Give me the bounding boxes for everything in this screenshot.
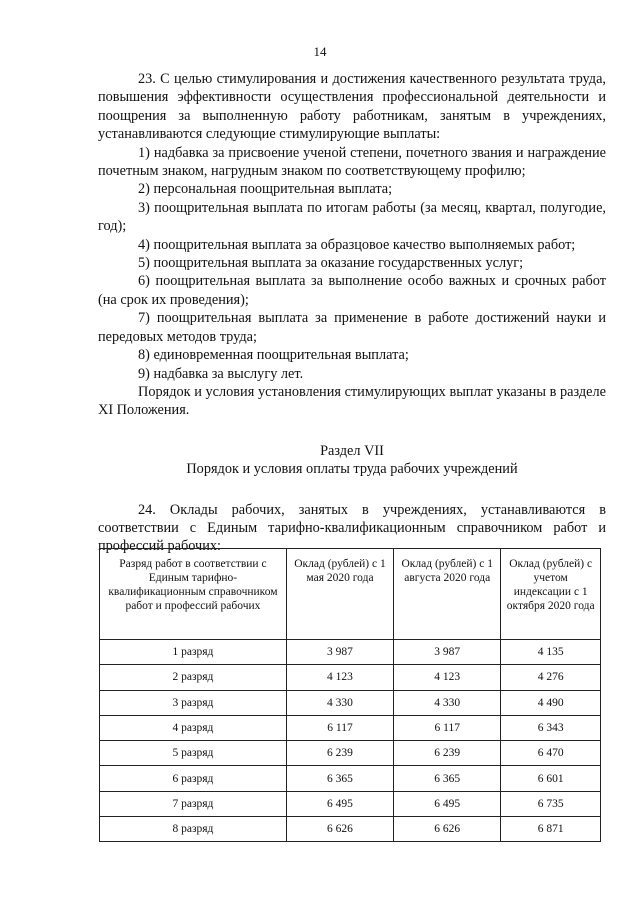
cell-value: 3 987 — [394, 640, 501, 665]
cell-rank: 7 разряд — [100, 791, 287, 816]
cell-value: 4 490 — [501, 690, 601, 715]
body-text — [98, 70, 606, 556]
cell-rank: 6 разряд — [100, 766, 287, 791]
cell-value: 6 117 — [286, 715, 393, 740]
cell-value: 6 495 — [286, 791, 393, 816]
cell-value: 4 276 — [501, 665, 601, 690]
cell-value: 4 330 — [286, 690, 393, 715]
list-item: 9) надбавка за выслугу лет. — [138, 365, 304, 382]
header-salary-may-2020: Оклад (рублей) с 1 мая 2020 года — [286, 549, 393, 640]
section-subtitle: Порядок и условия оплаты труда рабочих учреждений — [186, 461, 518, 478]
list-item: 3) поощрительная выплата по итогам работы (за месяц, квартал, полугодие, год); — [98, 199, 606, 235]
table-row — [100, 817, 601, 842]
cell-value: 4 135 — [501, 640, 601, 665]
section-heading — [98, 442, 606, 479]
cell-rank: 1 разряд — [100, 640, 287, 665]
salary-table — [99, 548, 601, 842]
cell-value: 4 123 — [394, 665, 501, 690]
header-salary-oct-2020: Оклад (рублей) с учетом индексации с 1 октября 2020 года — [501, 549, 601, 640]
cell-value: 6 626 — [286, 817, 393, 842]
cell-value: 6 871 — [501, 817, 601, 842]
table-row — [100, 665, 601, 690]
table-row — [100, 690, 601, 715]
cell-value: 6 470 — [501, 741, 601, 766]
header-salary-aug-2020: Оклад (рублей) с 1 августа 2020 года — [394, 549, 501, 640]
cell-value: 4 330 — [394, 690, 501, 715]
list-item: 7) поощрительная выплата за применение в работе достижений науки и передовых методов труда; — [98, 310, 606, 345]
page-number: 14 — [313, 44, 327, 59]
cell-value: 6 735 — [501, 791, 601, 816]
paragraph-24: 24. Оклады рабочих, занятых в учреждениях, устанавливаются в соответствии с Единым тарифно-квалификационным справочником работ и профессий рабочих: — [98, 501, 606, 555]
cell-value: 6 117 — [394, 715, 501, 740]
table-row — [100, 791, 601, 816]
cell-value: 6 343 — [501, 715, 601, 740]
list-item: 6) поощрительная выплата за выполнение особо важных и срочных работ (на срок их проведения); — [98, 273, 606, 308]
table-row — [100, 766, 601, 791]
cell-value: 3 987 — [286, 640, 393, 665]
cell-rank: 5 разряд — [100, 741, 287, 766]
list-item: 8) единовременная поощрительная выплата; — [138, 347, 409, 364]
table-row — [100, 741, 601, 766]
paragraph-23-intro: 23. С целью стимулирования и достижения качественного результата труда, повышения эффективности осуществления профессиональной деятельности и поощрения за выполненную работу работникам, занятым в учреждениях, устанавливаются следующие стимулирующие выплаты: — [98, 71, 606, 143]
cell-value: 6 365 — [394, 766, 501, 791]
section-title: Раздел VII — [320, 442, 384, 459]
paragraph-23-closing: Порядок и условия установления стимулирующих выплат указаны в разделе XI Положения. — [98, 383, 606, 419]
cell-value: 6 626 — [394, 817, 501, 842]
table-row — [100, 715, 601, 740]
cell-rank: 8 разряд — [100, 817, 287, 842]
table-row — [100, 640, 601, 665]
cell-value: 6 239 — [394, 741, 501, 766]
cell-value: 6 601 — [501, 766, 601, 791]
list-item: 5) поощрительная выплата за оказание государственных услуг; — [138, 255, 524, 272]
cell-rank: 4 разряд — [100, 715, 287, 740]
list-item: 1) надбавка за присвоение ученой степени, почетного звания и награждение почетным знаком, нагрудным знаком по соответствующему профилю; — [98, 144, 606, 180]
list-item: 2) персональная поощрительная выплата; — [138, 181, 393, 198]
table-header-row — [100, 549, 601, 640]
cell-value: 6 239 — [286, 741, 393, 766]
cell-value: 6 365 — [286, 766, 393, 791]
cell-rank: 2 разряд — [100, 665, 287, 690]
header-rank: Разряд работ в соответствии с Единым тарифно-квалификационным справочником работ и профессий рабочих — [100, 549, 287, 640]
cell-value: 4 123 — [286, 665, 393, 690]
cell-rank: 3 разряд — [100, 690, 287, 715]
cell-value: 6 495 — [394, 791, 501, 816]
list-item: 4) поощрительная выплата за образцовое качество выполняемых работ; — [138, 236, 576, 253]
